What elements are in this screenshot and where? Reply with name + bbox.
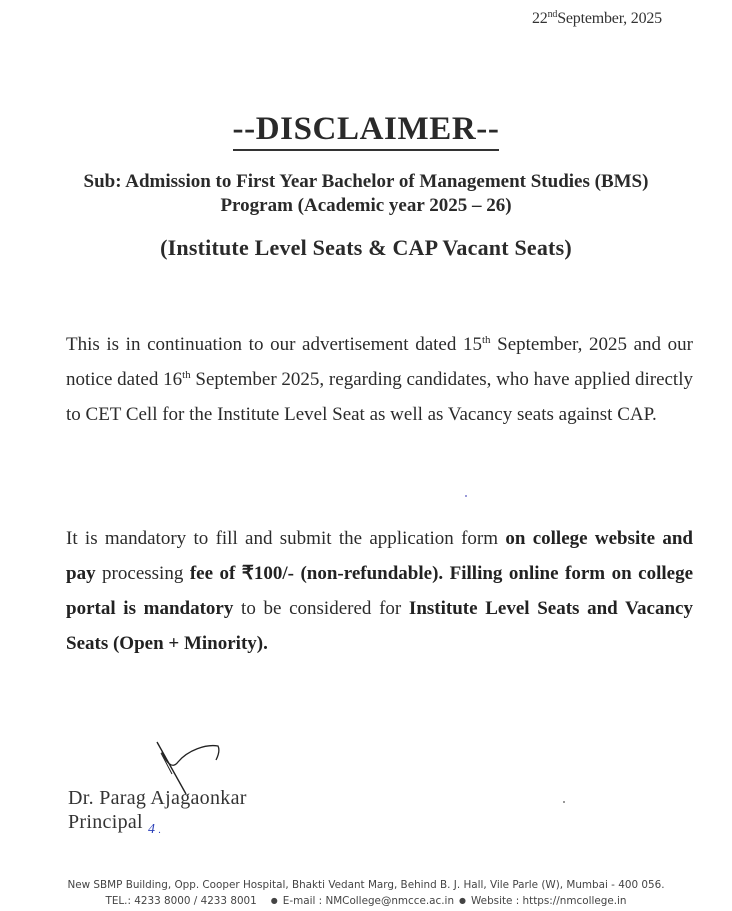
- p2-text-2: processing: [95, 563, 190, 584]
- scan-speck-2: [563, 801, 565, 803]
- p1-text-1: This is in continuation to our advertisement dated 15: [66, 334, 482, 355]
- p2-bold-3: Institute Level Seats and Vacancy Seats (Open + Minority).: [66, 598, 693, 654]
- paragraph-continuation: [66, 327, 693, 432]
- seats-heading: (Institute Level Seats & CAP Vacant Seats): [160, 235, 572, 260]
- signatory-name: Dr. Parag Ajagaonkar: [68, 787, 247, 809]
- p1-text-3: September 2025, regarding candidates, who have applied directly to CET Cell for the Institute Level Seat as well as Vacancy seats against CAP.: [66, 369, 693, 425]
- initial-dot: .: [158, 825, 161, 836]
- bullet-icon: ●: [270, 896, 278, 905]
- initial-mark-text: 4: [148, 822, 155, 837]
- scan-speck: [465, 495, 467, 497]
- p2-bold-1: on college website and pay: [66, 528, 693, 584]
- subject-line-2: Program (Academic year 2025 – 26): [220, 195, 512, 216]
- disclaimer-title: --DISCLAIMER--: [233, 110, 500, 151]
- p2-text-3: to be considered for: [233, 598, 409, 619]
- footer-contacts: [0, 893, 732, 909]
- p1-sup-2: th: [182, 369, 191, 381]
- footer-address: New SBMP Building, Opp. Cooper Hospital, Bhakti Vedant Marg, Behind B. J. Hall, Vile Parle (W), Mumbai - 400 056.: [67, 879, 665, 891]
- date-rest: September, 2025: [557, 10, 662, 27]
- footer-email: E-mail : NMCollege@nmcce.ac.in: [282, 895, 455, 907]
- subject-line-1: Sub: Admission to First Year Bachelor of Management Studies (BMS): [83, 171, 649, 192]
- signatory-role: Principal: [68, 811, 143, 833]
- date-suffix: nd: [547, 9, 558, 20]
- p1-sup-1: th: [481, 334, 491, 346]
- subject-line: [0, 170, 732, 218]
- initial-mark: [148, 822, 161, 838]
- p1-text-2: September, 2025 and our notice dated 16: [66, 334, 693, 390]
- date-day: 22: [531, 10, 548, 27]
- p2-text-1: It is mandatory to fill and submit the application form: [66, 528, 506, 549]
- letter-date: [532, 10, 662, 28]
- footer-website: Website : https://nmcollege.in: [471, 895, 627, 907]
- paragraph-mandatory: [66, 521, 693, 661]
- footer-tel: TEL.: 4233 8000 / 4233 8001: [105, 895, 257, 907]
- footer: [0, 877, 732, 909]
- disclaimer-title-wrap: [0, 110, 732, 151]
- bullet-icon: ●: [459, 896, 467, 905]
- p2-bold-2: fee of ₹100/- (non-refundable). Filling online form on college portal is mandatory: [66, 563, 693, 619]
